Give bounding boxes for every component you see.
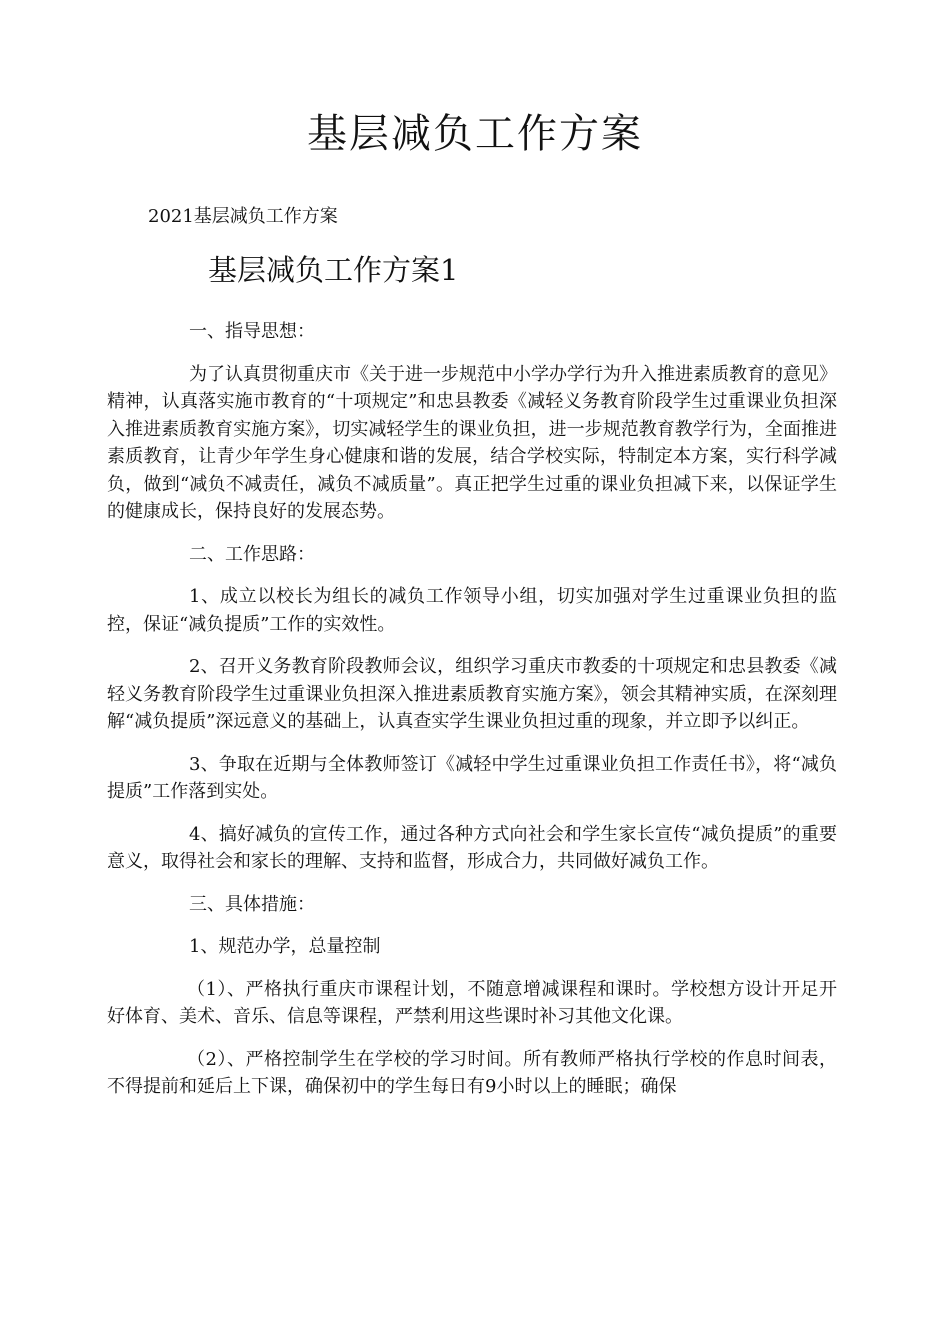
section-title: 基层减负工作方案1 <box>208 253 459 287</box>
heading-guiding-ideology: 一、指导思想： <box>189 321 315 342</box>
paragraph-approach-4: 4、搞好减负的宣传工作，通过各种方式向社会和学生家长宣传“减负提质”的重要意义，取得社会和家长的理解、支持和监督，形成合力，共同做好减负工作。 <box>107 823 837 872</box>
paragraph-guiding-ideology: 为了认真贯彻重庆市《关于进一步规范中小学办学行为升入推进素质教育的意见》精神，认真落实施市教育的“十项规定”和忠县教委《减轻义务教育阶段学生过重课业负担深入推进素质教育实施方案》，切实减轻学生的课业负担，进一步规范教育教学行为，全面推进素质教育，让青少年学生身心健康和谐的发展，结合学校实际，特制定本方案，实行科学减负，做到“减负不减责任，减负不减质量”。真正把学生过重的课业负担减下来，以保证学生的健康成长，保持良好的发展态势。 <box>107 363 837 522</box>
document-body <box>107 318 837 1116</box>
document-title: 基层减负工作方案 <box>307 111 643 157</box>
heading-specific-measures: 三、具体措施： <box>189 893 315 915</box>
heading-work-approach: 二、工作思路： <box>189 543 315 565</box>
document-subtitle: 2021基层减负工作方案 <box>148 206 338 227</box>
paragraph-approach-1: 1、成立以校长为组长的减负工作领导小组，切实加强对学生过重课业负担的监控，保证“减负提质”工作的实效性。 <box>107 586 837 635</box>
paragraph-measure-1-2: （2）、严格控制学生在学校的学习时间。所有教师严格执行学校的作息时间表，不得提前和延后上下课，确保初中的学生每日有9小时以上的睡眠；确保 <box>107 1048 837 1097</box>
paragraph-approach-2: 2、召开义务教育阶段教师会议，组织学习重庆市教委的十项规定和忠县教委《减轻义务教育阶段学生过重课业负担深入推进素质教育实施方案》，领会其精神实质，在深刻理解“减负提质”深远意义的基础上，认真查实学生课业负担过重的现象，并立即予以纠正。 <box>107 656 837 732</box>
paragraph-approach-3: 3、争取在近期与全体教师签订《减轻中学生过重课业负担工作责任书》，将“减负提质”工作落到实处。 <box>107 753 837 802</box>
paragraph-measure-1-1: （1）、严格执行重庆市课程计划，不随意增减课程和课时。学校想方设计开足开好体育、美术、音乐、信息等课程，严禁利用这些课时补习其他文化课。 <box>107 978 837 1027</box>
paragraph-measure-1: 1、规范办学，总量控制 <box>189 936 381 957</box>
